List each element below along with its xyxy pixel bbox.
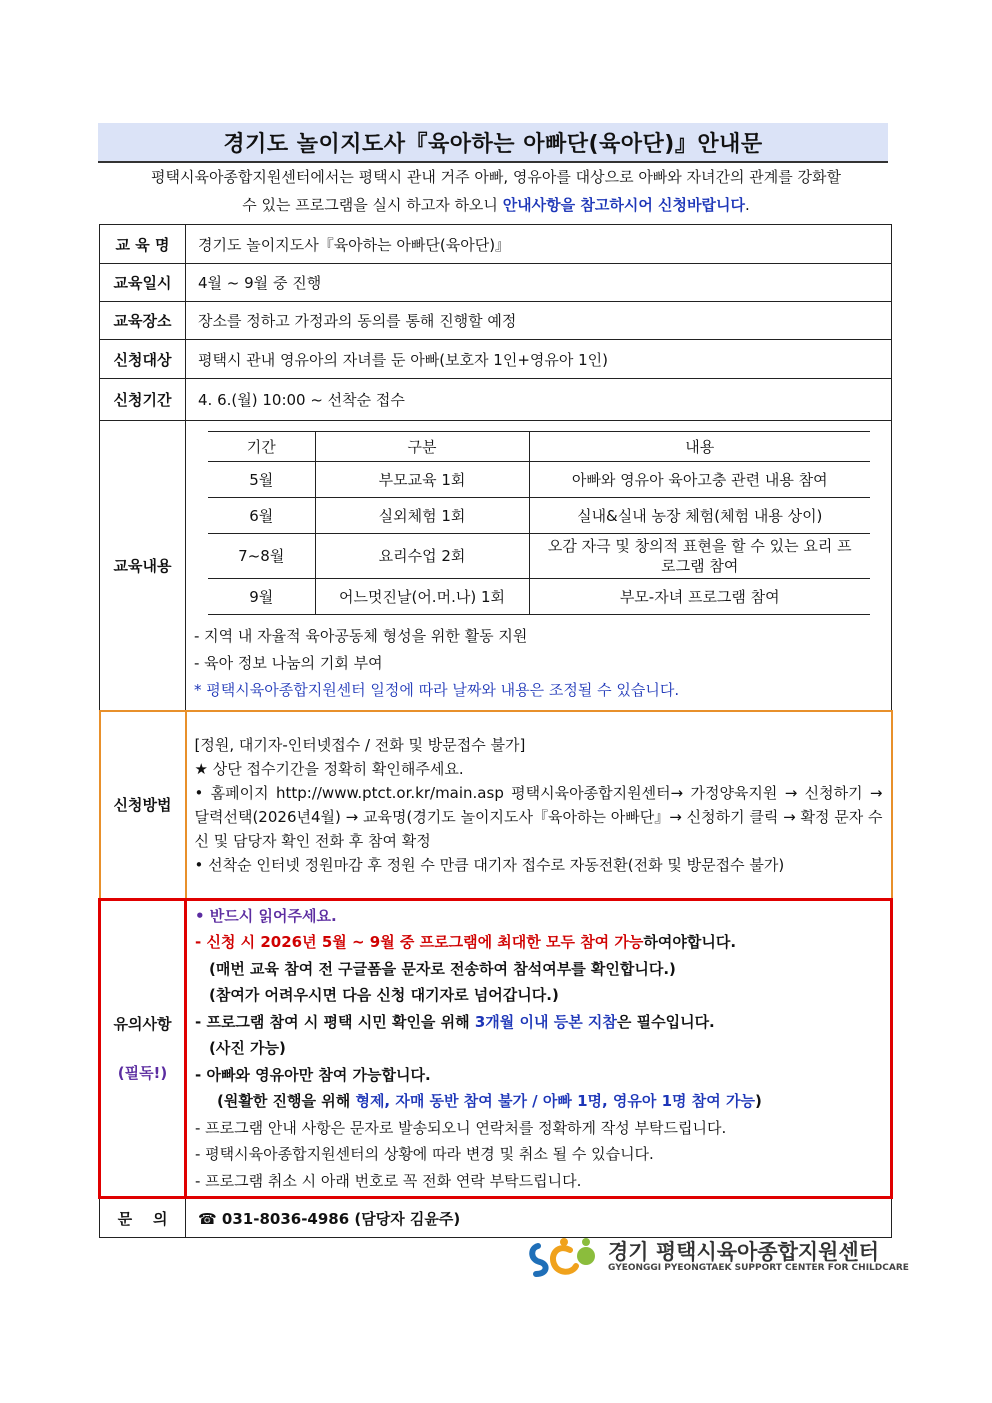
- label-notice: [100, 899, 186, 1198]
- logo-english: GYEONGGI PYEONGTAEK SUPPORT CENTER FOR CHILDCARE: [608, 1263, 909, 1273]
- schedule-table: [208, 431, 870, 615]
- notice-line: - 신청 시 2026년 5월 ~ 9월 중 프로그램에 최대한 모두 참여 가능하여야합니다.: [195, 933, 737, 951]
- label-target: 신청대상: [100, 340, 186, 379]
- method-steps: • 홈페이지 http://www.ptct.or.kr/main.asp 평택시육아종합지원센터→ 가정양육지원 → 신청하기 → 달력선택(2026년4월) → 교육명(경기도 놀이지도사『육아하는 아빠단』→ 신청하기 클릭 → 확정 문자 수신 및 담당자 확인 전화 후 참여 확정: [194, 783, 883, 850]
- value-name: 경기도 놀이지도사『육아하는 아빠단(육아단)』: [186, 225, 892, 264]
- notice-line: • 반드시 읽어주세요.: [195, 906, 337, 925]
- content-bullet: - 지역 내 자율적 육아공동체 형성을 위한 활동 지원: [194, 627, 528, 645]
- label-date: 교육일시: [100, 264, 186, 302]
- table-row: 6월 실외체험 1회 실내&실내 농장 체험(체험 내용 상이): [208, 498, 870, 534]
- notice-label: 유의사항: [113, 1015, 172, 1034]
- value-place: 장소를 정하고 가정과의 동의를 통해 진행할 예정: [186, 302, 892, 340]
- contact-value: ☎ 031-8036-4986 (담당자 김윤주): [186, 1198, 892, 1238]
- label-period: 신청기간: [100, 379, 186, 421]
- value-target: 평택시 관내 영유아의 자녀를 둔 아빠(보호자 1인+영유아 1인): [186, 340, 892, 379]
- content-bullet: - 육아 정보 나눔의 기회 부여: [194, 654, 383, 672]
- notice-line: - 아빠와 영유아만 참여 가능합니다.: [195, 1065, 431, 1084]
- intro-line-1: 평택시육아종합지원센터에서는 평택시 관내 거주 아빠, 영유아를 대상으로 아빠와 자녀간의 관계를 강화할: [150, 168, 841, 186]
- label-place: 교육장소: [100, 302, 186, 340]
- value-date: 4월 ~ 9월 중 진행: [186, 264, 892, 302]
- notice-cell: [186, 899, 892, 1198]
- notice-line: - 평택시육아종합지원센터의 상황에 따라 변경 및 취소 될 수 있습니다.: [195, 1145, 654, 1163]
- method-line: [정원, 대기자-인터넷접수 / 전화 및 방문접수 불가]: [194, 735, 526, 754]
- content-note: * 평택시육아종합지원센터 일정에 따라 날짜와 내용은 조정될 수 있습니다.: [194, 681, 680, 699]
- table-row: 9월 어느멋진날(어.머.나) 1회 부모-자녀 프로그램 참여: [208, 579, 870, 615]
- label-method: 신청방법: [100, 711, 186, 899]
- notice-line: (참여가 어려우시면 다음 신청 대기자로 넘어갑니다.): [209, 986, 559, 1004]
- label-contact: 문 의: [100, 1198, 186, 1238]
- method-line: ★ 상단 접수기간을 정확히 확인해주세요.: [194, 759, 464, 778]
- intro-text: [88, 163, 904, 219]
- notice-line: (매번 교육 참여 전 구글폼을 문자로 전송하여 참석여부를 확인합니다.): [209, 959, 676, 978]
- center-logo: [528, 1232, 909, 1282]
- notice-line: - 프로그램 참여 시 평택 시민 확인을 위해 3개월 이내 등본 지참은 필수입니다.: [195, 1012, 715, 1031]
- label-content: 교육내용: [100, 421, 186, 712]
- schedule-header-type: 구분: [315, 432, 529, 462]
- schedule-header-period: 기간: [208, 432, 315, 462]
- schedule-header-desc: 내용: [529, 432, 870, 462]
- notice-label-required: (필독!): [117, 1064, 168, 1083]
- notice-line: (사진 가능): [209, 1039, 286, 1057]
- label-name: 교 육 명: [100, 225, 186, 264]
- page-title: 경기도 놀이지도사『육아하는 아빠단(육아단)』안내문: [98, 123, 888, 163]
- method-line: • 선착순 인터넷 정원마감 후 정원 수 만큼 대기자 접수로 자동전환(전화 및 방문접수 불가): [194, 855, 785, 874]
- info-table: [98, 224, 893, 1238]
- notice-line: - 프로그램 취소 시 아래 번호로 꼭 전화 연락 부탁드립니다.: [195, 1171, 582, 1190]
- notice-line: - 프로그램 안내 사항은 문자로 발송되오니 연락처를 정확하게 작성 부탁드립니다.: [195, 1118, 727, 1137]
- intro-highlight: 안내사항을 참고하시어 신청바랍니다: [502, 196, 745, 214]
- content-cell: [186, 421, 892, 712]
- notice-line: (원활한 진행을 위해 형제, 자매 동반 참여 불가 / 아빠 1명, 영유아 1명 참여 가능): [217, 1092, 762, 1110]
- content-bullets: [194, 623, 891, 704]
- table-row: 5월 부모교육 1회 아빠와 영유아 육아고충 관련 내용 참여: [208, 462, 870, 498]
- method-cell: [186, 711, 892, 899]
- logo-icon: [528, 1232, 604, 1280]
- table-row: 7~8월 요리수업 2회 오감 자극 및 창의적 표현을 할 수 있는 요리 프로그램 참여: [208, 534, 870, 579]
- value-period: 4. 6.(월) 10:00 ~ 선착순 접수: [186, 379, 892, 421]
- logo-name: 경기 평택시육아종합지원센터: [608, 1240, 880, 1264]
- intro-line-2: 수 있는 프로그램을 실시 하고자 하오니 안내사항을 참고하시어 신청바랍니다.: [242, 196, 750, 214]
